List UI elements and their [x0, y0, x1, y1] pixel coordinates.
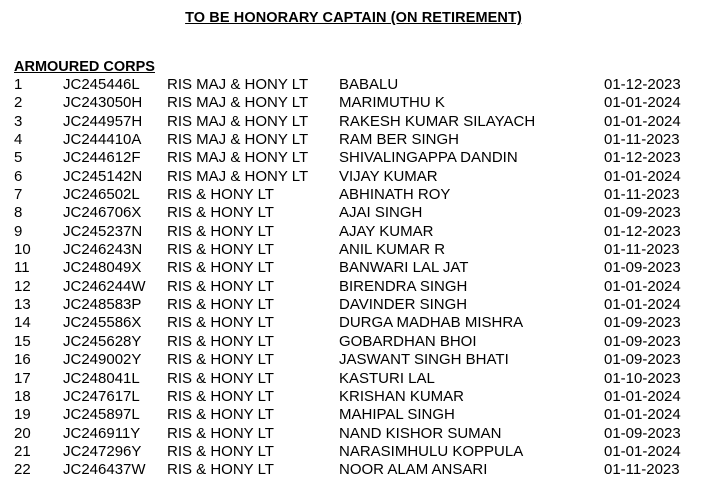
rank: RIS & HONY LT — [167, 369, 274, 387]
rank: RIS MAJ & HONY LT — [167, 167, 309, 185]
section-heading: ARMOURED CORPS — [14, 59, 155, 75]
serial-number: 17 — [14, 369, 31, 387]
effective-date: 01-11-2023 — [604, 186, 680, 204]
person-name: DURGA MADHAB MISHRA — [339, 314, 524, 332]
serial-number: 22 — [14, 461, 31, 479]
personal-number: JC245897L — [63, 406, 140, 424]
person-name: NOOR ALAM ANSARI — [339, 461, 488, 479]
rank: RIS & HONY LT — [167, 204, 274, 222]
personal-number: JC245628Y — [63, 332, 142, 350]
serial-number: 15 — [14, 332, 31, 350]
rank: RIS MAJ & HONY LT — [167, 94, 309, 112]
list-row — [0, 443, 707, 461]
rank: RIS & HONY LT — [167, 259, 274, 277]
serial-number: 4 — [14, 131, 23, 149]
personal-number: JC245237N — [63, 222, 143, 240]
person-name: AJAY KUMAR — [339, 222, 434, 240]
list-row — [0, 186, 707, 204]
rank: RIS MAJ & HONY LT — [167, 131, 309, 149]
list-row — [0, 259, 707, 277]
serial-number: 11 — [14, 259, 30, 277]
serial-number: 7 — [14, 186, 23, 204]
rank: RIS & HONY LT — [167, 332, 274, 350]
serial-number: 21 — [14, 442, 31, 460]
effective-date: 01-11-2023 — [604, 461, 680, 479]
list-row — [0, 388, 707, 406]
rank: RIS MAJ & HONY LT — [167, 149, 309, 167]
effective-date: 01-01-2024 — [604, 112, 681, 130]
serial-number: 8 — [14, 204, 23, 222]
promotion-list — [0, 76, 707, 480]
rank: RIS & HONY LT — [167, 387, 274, 405]
rank: RIS & HONY LT — [167, 406, 274, 424]
serial-number: 10 — [14, 241, 31, 259]
effective-date: 01-01-2024 — [604, 406, 681, 424]
serial-number: 20 — [14, 424, 31, 442]
list-row — [0, 461, 707, 479]
person-name: SHIVALINGAPPA DANDIN — [339, 149, 518, 167]
person-name: DAVINDER SINGH — [339, 296, 468, 314]
rank: RIS & HONY LT — [167, 277, 274, 295]
person-name: JASWANT SINGH BHATI — [339, 351, 509, 369]
person-name: AJAI SINGH — [339, 204, 423, 222]
person-name: GOBARDHAN BHOI — [339, 332, 477, 350]
effective-date: 01-01-2024 — [604, 167, 681, 185]
list-row — [0, 204, 707, 222]
rank: RIS & HONY LT — [167, 241, 274, 259]
effective-date: 01-09-2023 — [604, 332, 681, 350]
serial-number: 2 — [14, 94, 23, 112]
rank: RIS & HONY LT — [167, 296, 274, 314]
serial-number: 9 — [14, 222, 23, 240]
personal-number: JC244410A — [63, 131, 142, 149]
personal-number: JC248583P — [63, 296, 142, 314]
effective-date: 01-09-2023 — [604, 314, 681, 332]
serial-number: 5 — [14, 149, 23, 167]
personal-number: JC246437W — [63, 461, 146, 479]
effective-date: 01-09-2023 — [604, 424, 681, 442]
serial-number: 19 — [14, 406, 31, 424]
personal-number: JC244957H — [63, 112, 143, 130]
effective-date: 01-12-2023 — [604, 222, 681, 240]
personal-number: JC244612F — [63, 149, 141, 167]
person-name: RAKESH KUMAR SILAYACH — [339, 112, 536, 130]
person-name: BIRENDRA SINGH — [339, 277, 468, 295]
effective-date: 01-10-2023 — [604, 369, 681, 387]
serial-number: 6 — [14, 167, 23, 185]
list-row — [0, 278, 707, 296]
person-name: NARASIMHULU KOPPULA — [339, 442, 524, 460]
personal-number: JC246243N — [63, 241, 143, 259]
list-row — [0, 131, 707, 149]
person-name: KRISHAN KUMAR — [339, 387, 465, 405]
rank: RIS & HONY LT — [167, 222, 274, 240]
person-name: BANWARI LAL JAT — [339, 259, 469, 277]
list-row — [0, 76, 707, 94]
rank: RIS & HONY LT — [167, 186, 274, 204]
personal-number: JC249002Y — [63, 351, 142, 369]
person-name: ANIL KUMAR R — [339, 241, 446, 259]
effective-date: 01-01-2024 — [604, 442, 681, 460]
serial-number: 16 — [14, 351, 31, 369]
rank: RIS & HONY LT — [167, 442, 274, 460]
effective-date: 01-01-2024 — [604, 277, 681, 295]
personal-number: JC245586X — [63, 314, 142, 332]
document-title: TO BE HONORARY CAPTAIN (ON RETIREMENT) — [185, 10, 522, 26]
list-row — [0, 406, 707, 424]
list-row — [0, 168, 707, 186]
list-row — [0, 94, 707, 112]
rank: RIS & HONY LT — [167, 314, 274, 332]
serial-number: 1 — [14, 76, 23, 93]
effective-date: 01-12-2023 — [604, 76, 681, 93]
effective-date: 01-01-2024 — [604, 387, 681, 405]
effective-date: 01-09-2023 — [604, 204, 681, 222]
personal-number: JC246706X — [63, 204, 142, 222]
list-row — [0, 113, 707, 131]
serial-number: 3 — [14, 112, 23, 130]
effective-date: 01-09-2023 — [604, 351, 681, 369]
personal-number: JC247296Y — [63, 442, 142, 460]
personal-number: JC246244W — [63, 277, 146, 295]
personal-number: JC243050H — [63, 94, 143, 112]
list-row — [0, 149, 707, 167]
serial-number: 13 — [14, 296, 31, 314]
list-row — [0, 425, 707, 443]
person-name: NAND KISHOR SUMAN — [339, 424, 502, 442]
list-row — [0, 241, 707, 259]
effective-date: 01-09-2023 — [604, 259, 681, 277]
serial-number: 14 — [14, 314, 31, 332]
effective-date: 01-11-2023 — [604, 131, 680, 149]
serial-number: 18 — [14, 387, 31, 405]
effective-date: 01-11-2023 — [604, 241, 680, 259]
effective-date: 01-01-2024 — [604, 94, 681, 112]
person-name: VIJAY KUMAR — [339, 167, 438, 185]
list-row — [0, 333, 707, 351]
person-name: ABHINATH ROY — [339, 186, 451, 204]
person-name: BABALU — [339, 76, 399, 93]
personal-number: JC247617L — [63, 387, 140, 405]
list-row — [0, 351, 707, 369]
person-name: MARIMUTHU K — [339, 94, 445, 112]
rank: RIS & HONY LT — [167, 461, 274, 479]
rank: RIS MAJ & HONY LT — [167, 76, 309, 93]
personal-number: JC246502L — [63, 186, 140, 204]
personal-number: JC248049X — [63, 259, 142, 277]
rank: RIS MAJ & HONY LT — [167, 112, 309, 130]
personal-number: JC248041L — [63, 369, 140, 387]
personal-number: JC246911Y — [63, 424, 141, 442]
list-row — [0, 314, 707, 332]
list-row — [0, 370, 707, 388]
person-name: KASTURI LAL — [339, 369, 435, 387]
list-row — [0, 223, 707, 241]
personal-number: JC245446L — [63, 76, 140, 93]
person-name: RAM BER SINGH — [339, 131, 460, 149]
rank: RIS & HONY LT — [167, 424, 274, 442]
person-name: MAHIPAL SINGH — [339, 406, 455, 424]
personal-number: JC245142N — [63, 167, 143, 185]
effective-date: 01-01-2024 — [604, 296, 681, 314]
serial-number: 12 — [14, 277, 31, 295]
rank: RIS & HONY LT — [167, 351, 274, 369]
effective-date: 01-12-2023 — [604, 149, 681, 167]
list-row — [0, 296, 707, 314]
